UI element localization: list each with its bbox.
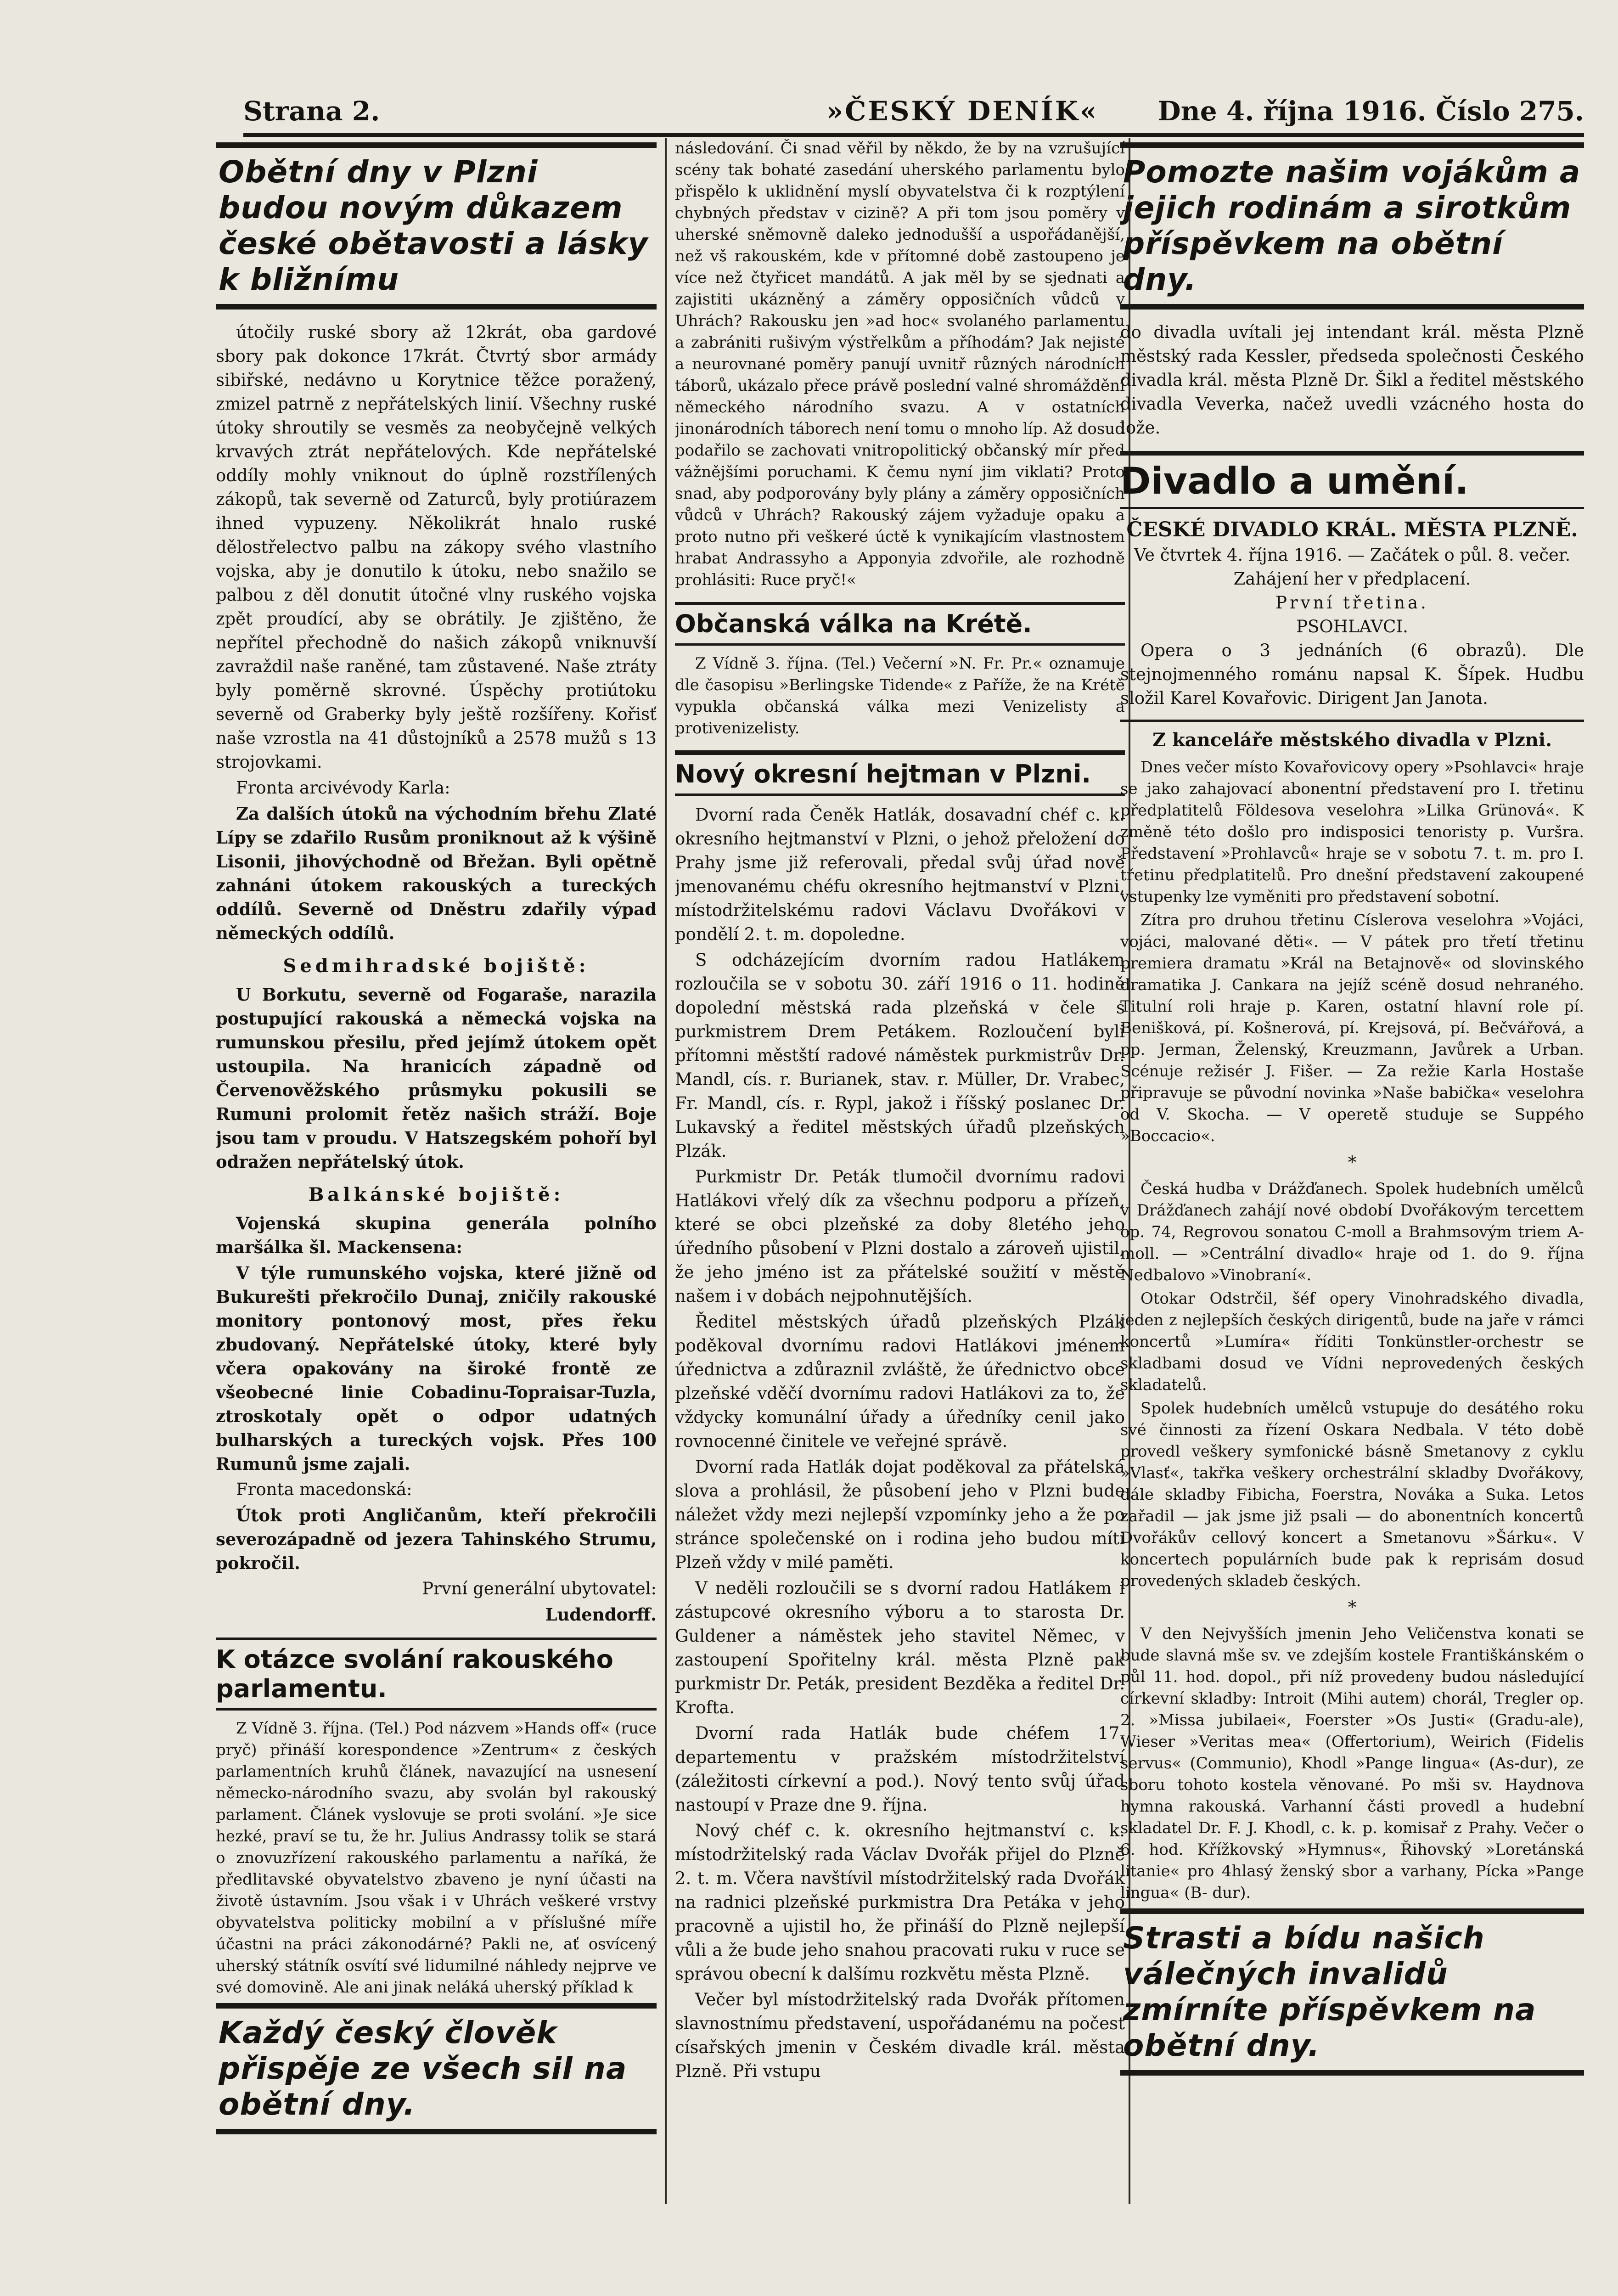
article-paragraph: Vojenská skupina generála polního maršálka šl. Mackensena: [216,1213,657,1257]
masthead-title: »ČESKÝ DENÍK« [826,96,1099,127]
article-paragraph: V den Nejvyšších jmenin Jeho Veličenstva konati se bude slavná mše sv. ve zdejším kostele Františkánském o půl 11. hod. dopol., při níž provedeny budou následující církevní skladby: Introit (Mihi autem) chorál, Tregler op. 2. »Missa jubilaei«, Foerster »Os Justi« (Gradu-ale), Wieser »Veritas mea« (Offertorium), Weirich (Fidelis servus« (Communio), Khodl »Pange lingua« (As-dur), ze sboru tohoto kostela věnované. Po mši sv. Haydnova hymna rakouská. Varhanní části provedl a hudební skladatel Dr. F. J. Khodl, c. k. p. komisař z Prahy. Večer o 6. hod. Křížkovský »Hymnus«, Řihovský »Loretánská litanie« pro 4hlasý ženský sbor a varhany, Pícka »Pange lingua« (B- dur). [1120,1625,1584,1902]
article-paragraph: Zítra pro druhou třetinu Císlerova veselohra »Vojáci, vojáci, malované děti«. — V pátek pro třetí třetinu premiera dramatu »Král na Betajnově« od slovinského dramatika J. Cankara na jejíž scéně dosud nehraného. Titulní roli hraje p. Karen, ostatní hlavní role pí. Benišková, pí. Košnerová, pí. Krejsová, pí. Bečvářová, a pp. Jerman, Želenský, Kreuzmann, Javůrek a Urban. Scénuje režisér J. Fišer. — Za režie Karla Hostaše připravuje se původní novinka »Naše babička« veselohra od V. Skocha. — V operetě studuje se Suppého »Boccacio«. [1120,911,1584,1145]
section-headline: Divadlo a umění. [1120,451,1584,509]
subheading: Z kanceláře městského divadla v Plzni. [1120,720,1584,752]
appeal-box-bottom [1120,1908,1584,2076]
subheading: Balkánské bojiště: [308,1184,564,1205]
article-paragraph: V neděli rozloučili se s dvorní radou Hatlákem i zástupcové okresního výboru a to starosta Dr. Guldener a náměstek jeho stavitel Němec, v zastoupení Spořitelny král. města Plzně pak purkmistr Dr. Peták, president Bezděka a ředitel Dr. Krofta. [675,1578,1125,1717]
article-paragraph: Otokar Odstrčil, šéf opery Vinohradského divadla, jeden z nejlepších českých dirigentů, bude na jaře v rámci koncertů »Lumíra« říditi Tonkünstler-orchestr se skladbami dosud ve Vídni neprovedených českých skladatelů. [1120,1289,1584,1394]
column-left [216,138,657,2204]
programme-line: Ve čtvrtek 4. října 1916. — Začátek o půl. 8. večer. [1134,545,1571,565]
article-paragraph: Purkmistr Dr. Peták tlumočil dvornímu radovi Hatlákovi vřelý dík za všechnu podporu a přízeň, které se obci plzeňské za doby 8letého jeho úředního působení v Plzni dostalo a zároveň ujistil, že jeho jméno ist za přátelské soužití v městě našem i v dobách nejpohnutějších. [675,1167,1125,1306]
article-body [1120,757,1584,1904]
article-paragraph: Dnes večer místo Kovařovicovy opery »Psohlavci« hraje se jako zahajovací abonentní představení pro I. třetinu předplatitelů Földesova veselohra »Lilka Grünová«. K změně této došlo pro indisposici tenoristy p. Vuršra. Představení »Prohlavců« hraje se v sobotu 7. t. m. pro I. třetinu předplatitelů. Pro dnešní představení zakoupené vstupenky lze vyměniti pro představení sobotní. [1120,758,1584,906]
article-paragraph: Dvorní rada Hatlák dojat poděkoval za přátelská slova a prohlásil, že působení jeho v Plzni bude náležet vždy mezi nejlepší vzpomínky jeho a že po stránce společenské on i rodina jeho budou míti Plzeň vždy v milé paměti. [675,1457,1125,1572]
article-paragraph: S odcházejícím dvorním radou Hatlákem rozloučila se v sobotu 30. září 1916 o 11. hodině dopolední městská rada plzeňská v čele s purkmistrem Drem Petákem. Rozloučení byli přítomni městští radové náměstek purkmistrův Dr. Mandl, cís. r. Burianek, stav. r. Müller, Dr. Vrabec, Fr. Mandl, cís. r. Rypl, jakož i říšský poslanec Dr. Lukavský a ředitel městských úřadů plzeňských Plzák. [675,950,1125,1161]
signature-line: První generální ubytovatel: [422,1579,657,1598]
article-paragraph: Ředitel městských úřadů plzeňských Plzák poděkoval dvornímu radovi Hatlákovi jménem úřednictva a zdůraznil zvláště, že úřednictvo obce plzeňské vděčí dvornímu radovi Hatlákovi za to, že vždycky komunální úřady a úředníky cenil jako rovnocenné činitele ve veřejné správě. [675,1312,1125,1451]
article-body [216,1718,657,1998]
article-paragraph: do divadla uvítali jej intendant král. města Plzně městský rada Kessler, předseda společnosti Českého divadla král. města Plzně Dr. Šikl a ředitel městského divadla Veverka, načež uvedli vzácného hosta do lože. [1120,322,1584,438]
appeal-headline: Pomozte našim vojákům a jejich rodinám a sirotkům příspěvkem na obětní dny. [1123,154,1581,297]
separator-star: * [1348,1153,1357,1172]
article-paragraph: Spolek hudebních umělců vstupuje do desátého roku své činnosti za řízení Oskara Nedbala. V této době provedl veškery symfonické básně Smetanovy z cyklu »Vlasť«, takřka veškery orchestrální skladby Dvořákovy, dále skladby Fibicha, Foerstra, Nováka a Suka. Letos zařadil — jak jsme již psali — do abonentních koncertů Dvořákův cellový koncert a Smetanovu »Šárku«. V koncertech populárních bude pak k reprisám dosud provedených skladeb českých. [1120,1399,1584,1590]
appeal-headline: Obětní dny v Plzni budou novým důkazem české obětavosti a lásky k bližnímu [219,154,648,297]
article-paragraph: Z Vídně 3. října. (Tel.) Večerní »N. Fr. Pr.« oznamuje dle časopisu »Berlingske Tidende« z Paříže, že na Krétě vypukla občanská válka mezi Venizelisty a protivenizelisty. [675,654,1125,737]
page-number: Strana 2. [243,96,380,127]
appeal-headline: Strasti a bídu našich válečných invalidů zmírníte příspěvkem na obětní dny. [1123,1920,1536,2063]
theatre-name: ČESKÉ DIVADLO KRÁL. MĚSTA PLZNĚ. [1126,518,1578,541]
article-paragraph: Česká hudba v Drážďanech. Spolek hudebních umělců v Drážďanech zahájí nové období Dvořákovým tercettem op. 74, Regrovou sonatou C-moll a Brahmsovým triem A-moll. — »Centrální divadlo« hraje od 1. do 9. října Nedbalovo »Vinobraní«. [1120,1180,1584,1284]
article-paragraph: Fronta macedonská: [236,1480,412,1499]
article-paragraph: Útok proti Angličanům, kteří překročili severozápadně od jezera Tahinského Strumu, pokročil. [216,1505,657,1573]
programme-line: První třetina. [1275,593,1429,613]
article-headline: Občanská válka na Krétě. [675,602,1125,646]
article-paragraph: Večer byl místodržitelský rada Dvořák přítomen slavnostnímu představení, uspořádanému na počest císařských jmenin v Českém divadle král. města Plzně. Při vstupu [675,1990,1125,2081]
article-body [675,653,1125,739]
article-paragraph: Fronta arcivévody Karla: [236,778,450,798]
article-paragraph: útočily ruské sbory až 12krát, oba gardové sbory pak dokonce 17krát. Čtvrtý sbor armády sibiřské, nedávno u Korytnice těžce poražený, zmizel patrně z nepřátelských linií. Všechny ruské útoky shroutily se vesměs za neobyčejně velkých krvavých ztrát nepřátelových. Kde nepřátelské oddíly mohly vniknout do úplně rozstřílených zákopů, tak severně od Zaturců, byly protiúrazem ihned vypuzeny. Několikrát hnalo ruské dělostřelectvo palbu na zákopy svého vlastního vojska, aby je donutilo k útoku, nebo snažilo se palbou z děl donutit útočné vlny ruského vojska zpět proudící, aby se obrátily. Je zjištěno, že nepřítel přechodně do našich zákopů vniknuvší zavraždil naše raněné, tam zůstavené. Naše ztráty byly poměrně skrovné. Úspěchy protiútoku severně od Graberky byly ještě rozšířeny. Kořisť naše vzrostla na 41 důstojníků a 2578 mužů s 13 strojovkami. [216,322,657,772]
page-header [243,92,1584,137]
article-paragraph: Dvorní rada Čeněk Hatlák, dosavadní chéf c. k. okresního hejtmanství v Plzni, o jehož přeložení do Prahy jsme již referovali, předal svůj úřad nově jmenovanému chéfu okresního hejtmanství v Plzni, místodržitelskému radovi Václavu Dvořákovi v pondělí 2. t. m. dopoledne. [675,805,1125,944]
separator-star: * [1348,1598,1357,1617]
article-paragraph: Nový chéf c. k. okresního hejtmanství c. k. místodržitelský rada Václav Dvořák přijel do Plzně 2. t. m. Včera navštívil místodržitelský rada Dvořák na radnici plzeňské purkmistra Dra Petáka v jeho pracovně a ujistil ho, že přináší do Plzně nejlepší vůli a že bude jeho snahou pracovati ruku v ruce se správou obecní k dalšímu rozkvětu města Plzně. [675,1821,1125,1984]
article-paragraph: Opera o 3 jednáních (6 obrazů). Dle stejnojmenného románu napsal K. Šípek. Hudbu složil Karel Kovařovic. Dirigent Jan Janota. [1120,641,1584,708]
article-paragraph: Z Vídně 3. října. (Tel.) Pod názvem »Hands off« (ruce pryč) přináší korespondence »Zentrum« z českých parlamentních kruhů článek, navazující na usnesení německo-národního svazu, aby svolán byl rakouský parlament. Článek vyslovuje se proti svolání. »Je sice hezké, praví se tu, že hr. Julius Andrassy tolik se stará o znovuzřízení rakouského parlamentu a naříká, že předlitavské obyvatelstvo zbaveno je nyní účasti na životě ústavním. Jsou však i v Uhrách veškeré vrstvy obyvatelstva politicky mobilní a v příslušné míře účastni na práci zákonodárné? Pakli ne, ať osvícený uherský státník osvítí své lidumilné náhledy nejprve ve své domovině. Ale ani jinak neláká uherský příklad k [216,1719,657,1997]
appeal-box-bottom [216,2003,657,2134]
column-right [1120,138,1584,2204]
appeal-headline: Každý český člověk přispěje ze všech sil na obětní dny. [219,2015,627,2122]
article-paragraph: Za dalších útoků na východním břehu Zlaté Lípy se zdařilo Rusům proniknout až k výšině Lisonii, jihovýchodně od Břežan. Byli opětně zahnáni útokem rakouských a tureckých oddílů. Severně od Dněstru zdařily výpad německých oddílů. [216,804,657,943]
article-paragraph: U Borkutu, severně od Fogaraše, narazila postupující rakouská a německá vojska na rumunskou přesilu, před jejímž útokem opět ustoupila. Na hranicích západně od Červenověžského průsmyku pokusili se Rumuni prolomit řetěz našich stráží. Boje jsou tam v proudu. V Hatszegském pohoří byl odražen nepřátelský útok. [216,985,657,1172]
appeal-box-top [1120,142,1584,310]
article-headline: Nový okresní hejtman v Plzni. [675,750,1125,796]
programme-line: Zahájení her v předplacení. [1233,569,1471,589]
article-headline: K otázce svolání rakouského parlamentu. [216,1638,657,1711]
column-divider [665,138,667,2204]
programme-title: PSOHLAVCI. [1296,617,1408,636]
issue-date: Dne 4. října 1916. Číslo 275. [1157,96,1584,127]
article-body [675,138,1125,591]
subheading: Sedmihradské bojiště: [283,955,590,977]
signature-name: Ludendorff. [545,1604,657,1625]
article-paragraph: následování. Či snad věřil by někdo, že by na vzrušující scény tak bohaté zasedání uherského parlamentu bylo přispělo k uklidnění myslí obyvatelstva či k rozptýlení chybných představ v cizině? A při tom jsou poměry v uherské sněmovně daleko jednodušší a uspořádanější, než vš rakouském, kde v přítomné době zastoupeno je více než čtyřicet mandátů. A jak měl by se sjednati a zajistiti ukázněný a záměry opposičních vůdců v Uhrách? Rakousku jen »ad hoc« svolaného parlamentu a zabrániti rušivým výstřelkům a příhodám? Jak nejisté a neurovnané poměry panují uvnitř různých národních táborů, ukázalo přece právě poslední valné shromáždění německého národního svazu. A v ostatních jinonárodních táborech není tomu o mnoho líp. Až dosud podařilo se zachovati vnitropolitický občanský mír před vážnějšími poruchami. K čemu nyní jim viklati? Proto snad, aby podporovány byly plány a záměry opposičních vůdců v Uhrách? Rakouský zájem vyžaduje opaku a proto nutno při veškeré úctě k vynikajícím vlastnostem hrabat Andrassyho a Apponyia zdvořile, ale rozhodně prohlásiti: Ruce pryč!« [675,139,1125,589]
article-paragraph: Dvorní rada Hatlák bude chéfem 17. departementu v pražském místodržitelství (záležitosti církevní a pod.). Nový tento svůj úřad nastoupí v Praze dne 9. října. [675,1723,1125,1815]
appeal-box-top [216,142,657,310]
article-paragraph: V týle rumunského vojska, které jižně od Bukurešti překročilo Dunaj, zničily rakouské monitory pontonový most, přes řeku zbudovaný. Nepřátelské útoky, které byly včera opakovány na široké frontě ze všeobecné linie Cobadinu-Topraisar-Tuzla, ztroskotaly opět o odpor udatných bulharských a tureckých vojsk. Přes 100 Rumunů jsme zajali. [216,1263,657,1474]
column-middle [675,138,1125,2204]
